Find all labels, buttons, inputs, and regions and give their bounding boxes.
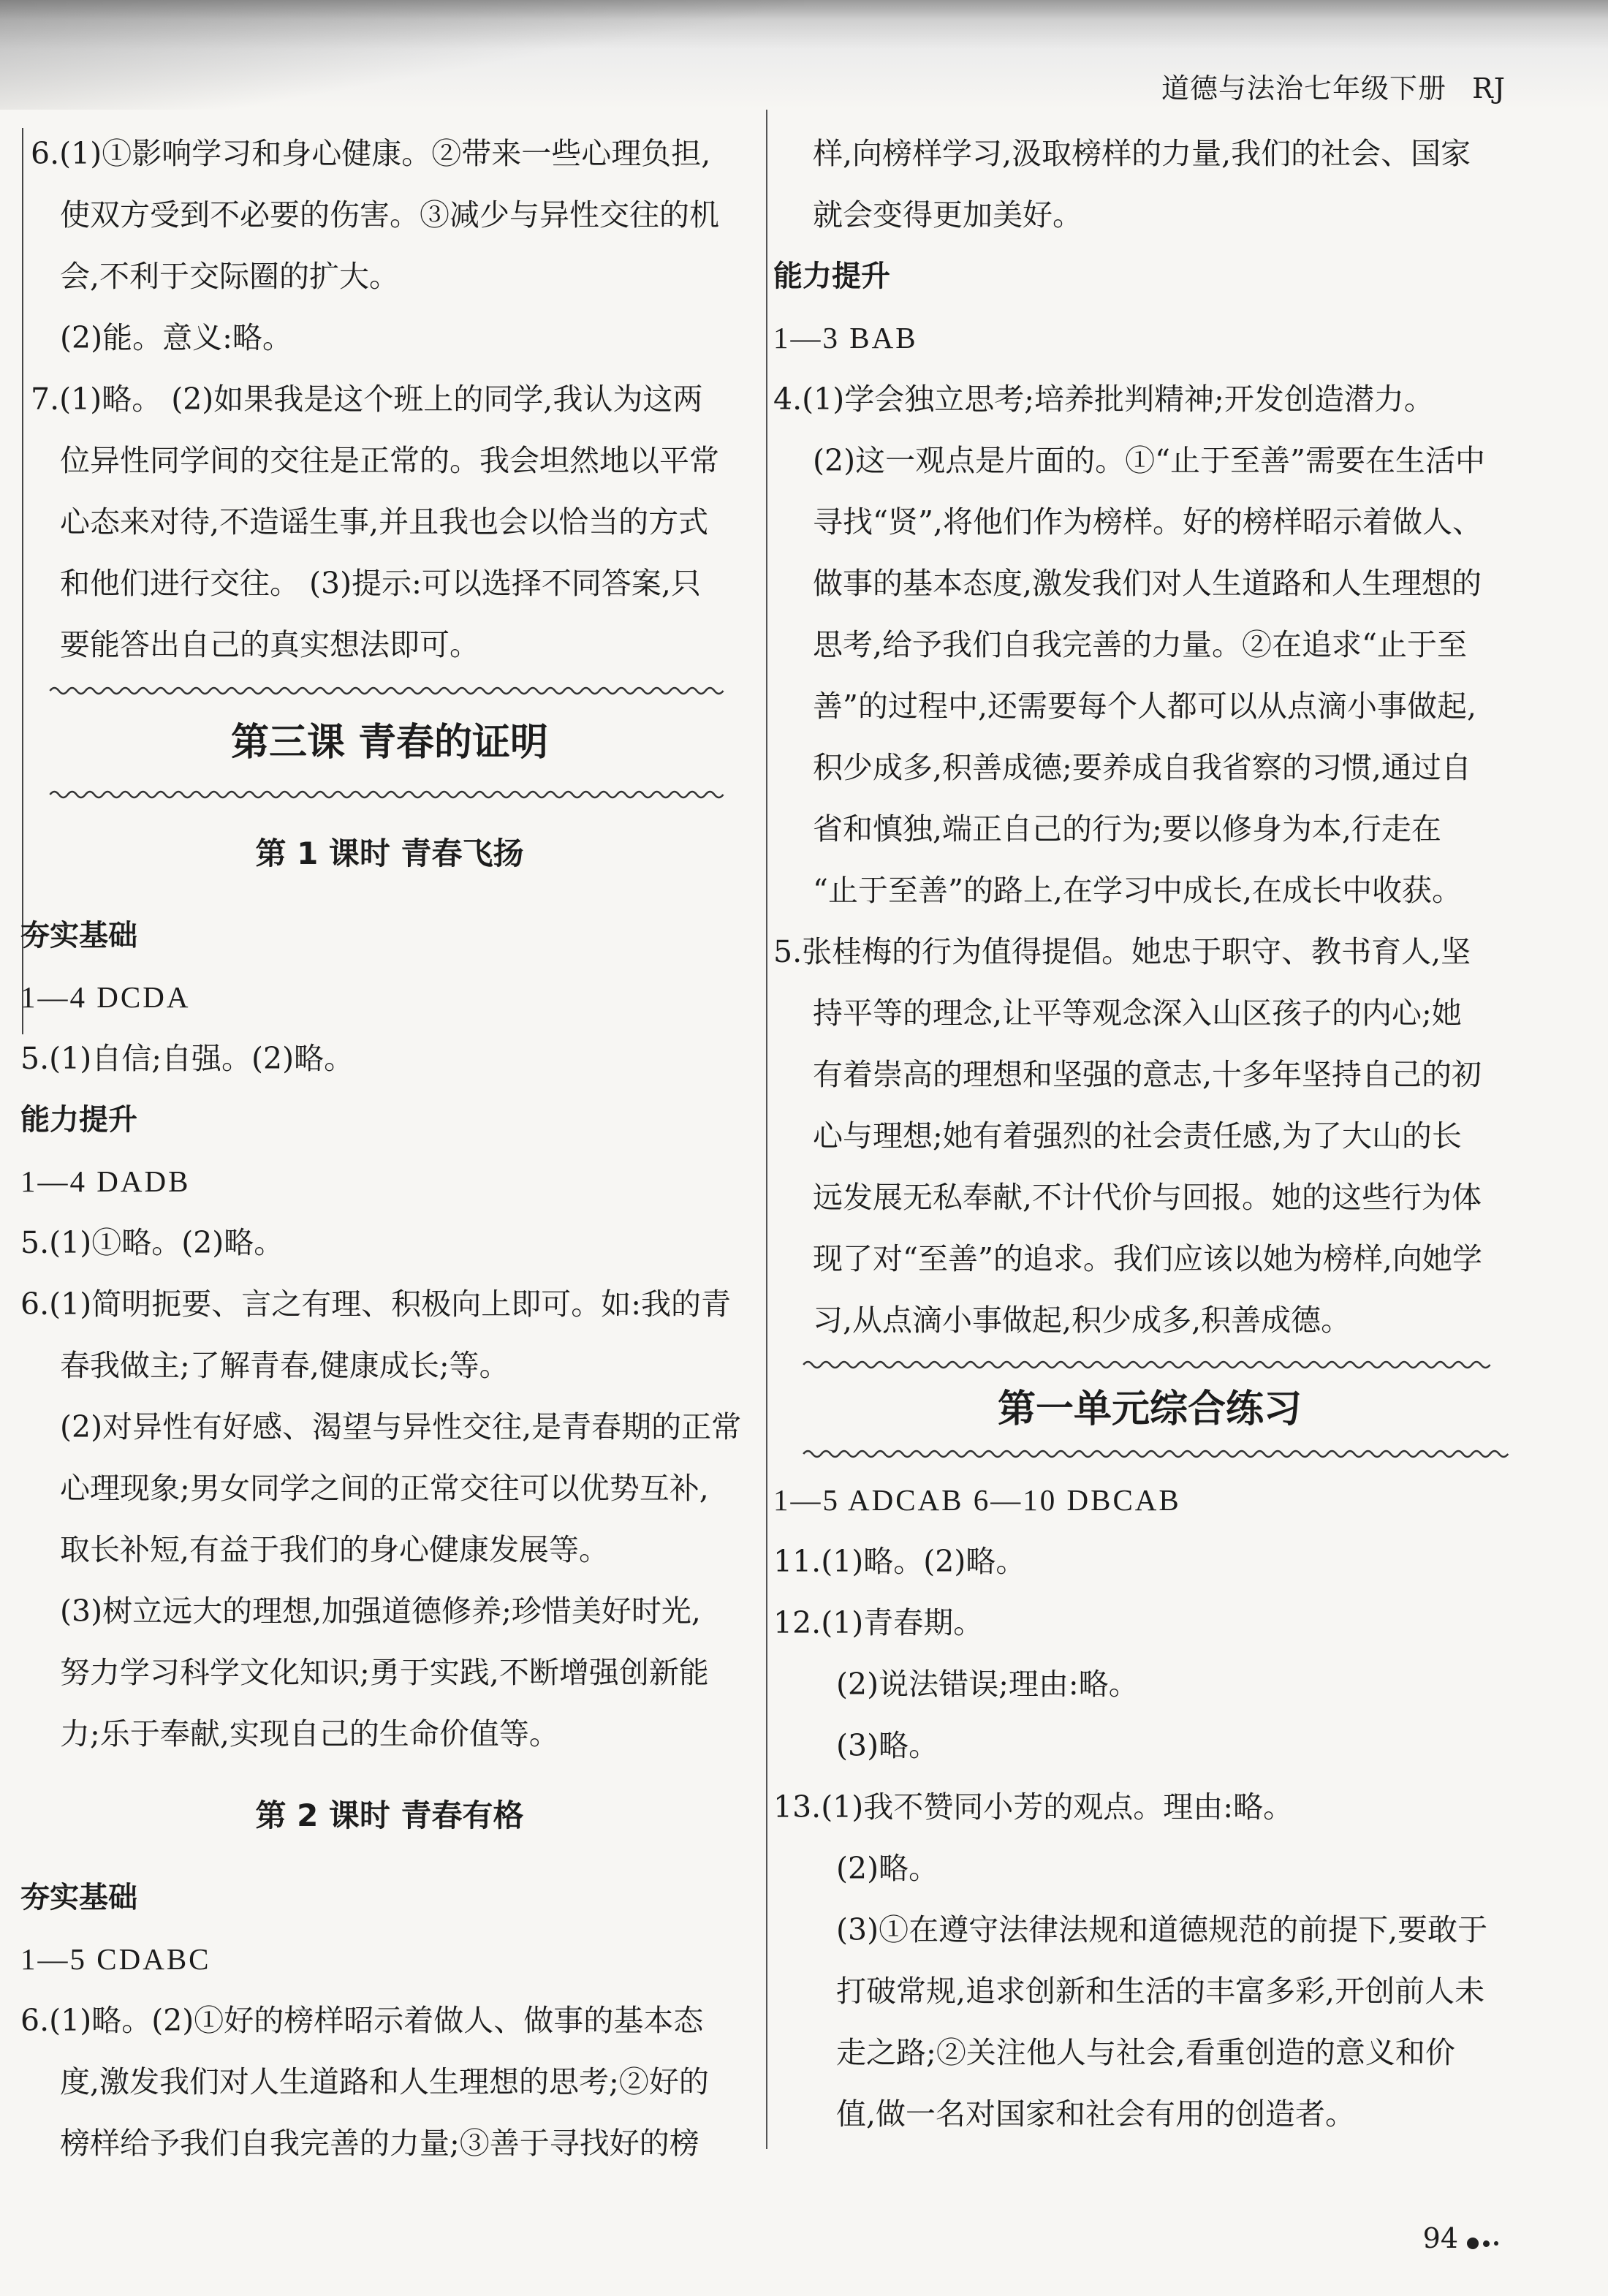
text-line: 走之路;②关注他人与社会,看重创造的意义和价 (836, 2035, 1455, 2070)
text-line: 现了对“至善”的追求。我们应该以她为榜样,向她学 (813, 1241, 1482, 1276)
left-column (20, 123, 759, 2174)
text-line: (2)对异性有好感、渴望与异性交往,是青春期的正常 (60, 1409, 742, 1444)
answer-line: 1—4 DADB (20, 1164, 191, 1198)
text-line: 省和慎独,端正自己的行为;要以修身为本,行走在 (813, 811, 1441, 846)
page-number (1423, 2222, 1498, 2257)
lesson-1-title: 第 1 课时 青春飞扬 (255, 836, 524, 871)
text-line: 6.(1)①影响学习和身心健康。②带来一些心理负担, (31, 136, 711, 171)
text-line: (2)这一观点是片面的。①“止于至善”需要在生活中 (813, 443, 1485, 478)
answer-line: 1—4 DCDA (20, 980, 191, 1014)
book-title: 道德与法治七年级下册 (1161, 72, 1447, 105)
text-line: (2)说法错误;理由:略。 (836, 1667, 1139, 1702)
text-line: 5.(1)①略。(2)略。 (20, 1225, 284, 1260)
text-line: 5.(1)自信;自强。(2)略。 (20, 1041, 354, 1076)
text-line: 要能答出自己的真实想法即可。 (60, 627, 479, 662)
edition-label: RJ (1472, 72, 1506, 105)
text-line: 心与理想;她有着强烈的社会责任感,为了大山的长 (813, 1118, 1462, 1153)
text-line: 持平等的理念,让平等观念深入山区孩子的内心;她 (813, 996, 1462, 1031)
text-line: 做事的基本态度,激发我们对人生道路和人生理想的 (813, 566, 1482, 601)
text-line: 6.(1)简明扼要、言之有理、积极向上即可。如:我的青 (20, 1287, 732, 1322)
wavy-rule (773, 1357, 1526, 1373)
text-line: (3)树立远大的理想,加强道德修养;珍惜美好时光, (60, 1594, 701, 1629)
text-line: 有着崇高的理想和坚强的意志,十多年坚持自己的初 (813, 1057, 1482, 1092)
text-line: 寻找“贤”,将他们作为榜样。好的榜样昭示着做人、 (813, 504, 1482, 539)
page-header (1161, 66, 1506, 106)
text-line: 习,从点滴小事做起,积少成多,积善成德。 (813, 1303, 1351, 1338)
section-heading: 能力提升 (20, 1103, 137, 1137)
text-line: 会,不利于交际圈的扩大。 (60, 259, 400, 294)
text-line: 善”的过程中,还需要每个人都可以从点滴小事做起, (813, 689, 1477, 724)
page-dots-icon (1463, 2225, 1498, 2257)
answer-line: 1—5 ADCAB 6—10 DBCAB (773, 1483, 1181, 1517)
text-line: 取长补短,有益于我们的身心健康发展等。 (60, 1532, 610, 1567)
text-line: 打破常规,追求创新和生活的丰富多彩,开创前人未 (836, 1974, 1485, 2009)
text-line: (2)能。意义:略。 (60, 320, 292, 355)
text-line: 4.(1)学会独立思考;培养批判精神;开发创造潜力。 (773, 382, 1434, 417)
text-line: 心态来对待,不造谣生事,并且我也会以恰当的方式 (60, 504, 709, 539)
text-line: 12.(1)青春期。 (773, 1605, 984, 1640)
chapter-title: 第三课 青春的证明 (230, 721, 549, 765)
lesson-2-title: 第 2 课时 青春有格 (255, 1797, 524, 1833)
text-line: 积少成多,积善成德;要养成自我省察的习惯,通过自 (813, 750, 1471, 785)
wavy-rule (20, 683, 759, 699)
answer-line: 1—3 BAB (773, 321, 918, 355)
section-heading: 夯实基础 (20, 919, 137, 952)
text-line: (3)①在遵守法律法规和道德规范的前提下,要敢于 (836, 1912, 1488, 1947)
text-line: 度,激发我们对人生道路和人生理想的思考;②好的 (60, 2064, 709, 2099)
unit-title: 第一单元综合练习 (997, 1387, 1302, 1431)
text-line: 使双方受到不必要的伤害。③减少与异性交往的机 (60, 197, 719, 232)
text-line: 6.(1)略。(2)①好的榜样昭示着做人、做事的基本态 (20, 2003, 704, 2038)
text-line: 榜样给予我们自我完善的力量;③善于寻找好的榜 (60, 2126, 699, 2161)
page-number-text: 94 (1422, 2222, 1458, 2254)
text-line: (2)略。 (836, 1851, 939, 1886)
text-line: 7.(1)略。 (2)如果我是这个班上的同学,我认为这两 (31, 382, 703, 417)
text-line: 思考,给予我们自我完善的力量。②在追求“止于至 (813, 627, 1467, 662)
text-line: 春我做主;了解青春,健康成长;等。 (60, 1348, 509, 1383)
right-column (773, 123, 1526, 2145)
text-line: 5.张桂梅的行为值得提倡。她忠于职守、教书育人,坚 (773, 934, 1471, 969)
text-line: 11.(1)略。(2)略。 (773, 1544, 1026, 1579)
wavy-rule (773, 1446, 1526, 1462)
column-divider (766, 110, 767, 2149)
text-line: 远发展无私奉献,不计代价与回报。她的这些行为体 (813, 1180, 1482, 1215)
text-line: 努力学习科学文化知识;勇于实践,不断增强创新能 (60, 1655, 709, 1690)
text-line: 就会变得更加美好。 (813, 197, 1082, 232)
text-line: “止于至善”的路上,在学习中成长,在成长中收获。 (813, 873, 1462, 908)
text-line: 位异性同学间的交往是正常的。我会坦然地以平常 (60, 443, 719, 478)
text-line: 力;乐于奉献,实现自己的生命价值等。 (60, 1716, 559, 1751)
wavy-rule (20, 787, 759, 803)
text-line: (3)略。 (836, 1728, 939, 1763)
text-line: 心理现象;男女同学之间的正常交往可以优势互补, (60, 1471, 709, 1506)
section-heading: 能力提升 (773, 259, 890, 293)
text-line: 和他们进行交往。 (3)提示:可以选择不同答案,只 (60, 566, 701, 601)
text-line: 样,向榜样学习,汲取榜样的力量,我们的社会、国家 (813, 136, 1471, 171)
answer-line: 1—5 CDABC (20, 1942, 211, 1976)
section-heading: 夯实基础 (20, 1881, 137, 1914)
text-line: 13.(1)我不赞同小芳的观点。理由:略。 (773, 1789, 1294, 1825)
text-line: 值,做一名对国家和社会有用的创造者。 (836, 2096, 1356, 2132)
